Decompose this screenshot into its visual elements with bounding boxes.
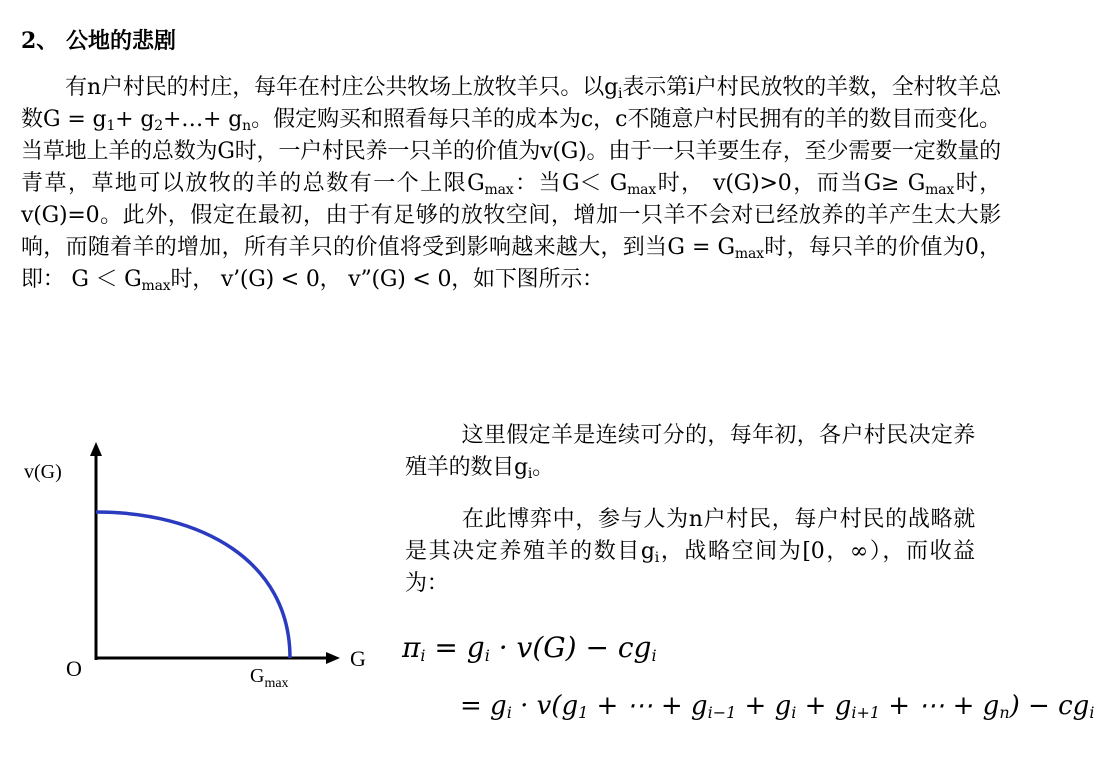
formula-term: π <box>402 631 421 664</box>
y-axis-label: v(G) <box>24 461 62 483</box>
para-text: 时， v’(G) < 0， v”(G) < 0，如下图所示： <box>170 267 604 292</box>
para-text: 表示第i户村民放牧的羊数，全村牧羊总数G = g <box>21 75 1002 132</box>
formula-sub: i <box>420 646 426 665</box>
para-text: + g <box>115 107 155 132</box>
para-sub: max <box>141 278 171 294</box>
side-text: ，战略空间为[0，∞），而收益为： <box>405 539 975 596</box>
para-text: 时， v(G)>0，而当G≥ G <box>656 171 926 196</box>
para-text: +…+ g <box>162 107 243 132</box>
formula-sub: i <box>484 646 490 665</box>
side-text: 这里假定羊是连续可分的，每年初，各户村民决定养殖羊的数目g <box>405 423 975 480</box>
formula-sub: n <box>999 703 1010 722</box>
formula-term: · v(g <box>511 691 579 721</box>
payoff-formula-expanded <box>460 690 1094 722</box>
x-axis-label: G <box>350 646 366 671</box>
para-sub: max <box>484 182 514 198</box>
formula-sub: i−1 <box>707 703 737 722</box>
game-paragraph <box>405 504 975 600</box>
formula-sub: i <box>651 646 657 665</box>
side-sub: i <box>654 550 660 566</box>
para-text: 时，v(G)=0。此外，假定在最初，由于有足够的放牧空间，增加一只羊不会对已经放养的羊产生太大影响，而随着羊的增加，所有羊只的价值将受到影响越来越大，到当G = G <box>21 171 1001 260</box>
formula-term: + g <box>796 691 852 721</box>
intro-paragraph <box>21 72 1001 296</box>
para-sub: 2 <box>154 118 163 134</box>
formula-sub: i <box>791 703 797 722</box>
assumption-paragraph <box>405 420 975 484</box>
y-axis-arrowhead <box>90 442 102 456</box>
payoff-formula <box>402 632 657 664</box>
para-sub: i <box>617 86 623 102</box>
para-sub: max <box>734 246 764 262</box>
gmax-subscript: max <box>264 676 289 691</box>
formula-term: + g <box>736 691 792 721</box>
para-sub: 1 <box>106 118 116 134</box>
formula-term: = g <box>425 631 485 664</box>
para-sub: max <box>925 182 955 198</box>
value-curve-diagram <box>0 430 380 700</box>
para-text: 有n户村民的村庄，每年在村庄公共牧场上放牧羊只。以g <box>65 75 618 100</box>
formula-sub: i <box>506 703 512 722</box>
para-text: 时，每只羊的价值为0，即： G ＜ G <box>21 235 1001 292</box>
origin-label: O <box>66 656 82 681</box>
side-text: 。 <box>532 455 554 480</box>
value-curve <box>96 512 290 658</box>
gmax-letter: G <box>250 665 265 687</box>
formula-term: = g <box>460 691 507 721</box>
para-text: 。假定购买和照看每只羊的成本为c，c不随意户村民拥有的羊的数目而变化。当草地上羊的总数为G时，一户村民养一只羊的价值为v(G)。由于一只羊要生存，至少需要一定数量的青草，草地可以放牧的羊的总数有一个上限G <box>21 107 1001 196</box>
para-text: ：当G＜ G <box>513 171 628 196</box>
gmax-label <box>250 665 289 691</box>
section-heading: 2、 公地的悲剧 <box>21 28 176 54</box>
formula-sub: i+1 <box>851 703 881 722</box>
side-sub: i <box>527 466 533 482</box>
formula-sub: 1 <box>578 703 589 722</box>
para-sub: n <box>242 118 251 134</box>
formula-term: + ⋯ + g <box>588 691 708 721</box>
x-axis-arrowhead <box>326 652 340 664</box>
formula-term: · v(G) − cg <box>489 631 652 664</box>
para-sub: max <box>627 182 657 198</box>
side-text: 在此博弈中，参与人为n户村民，每户村民的战略就是其决定养殖羊的数目g <box>405 507 975 564</box>
formula-sub: i <box>1089 703 1094 722</box>
formula-term: + ⋯ + g <box>880 691 1000 721</box>
formula-term: ) − cg <box>1009 691 1090 721</box>
